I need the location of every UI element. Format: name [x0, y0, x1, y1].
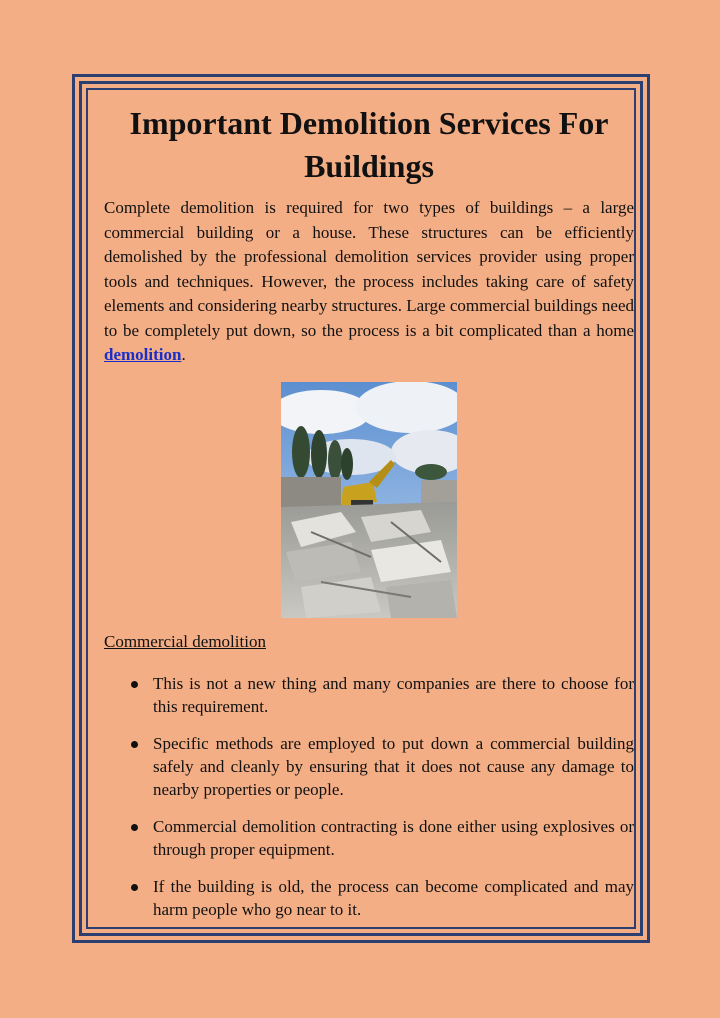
demolition-link[interactable]: demolition — [104, 345, 182, 364]
list-item — [104, 732, 634, 801]
demolition-photo — [281, 382, 457, 618]
list-item-text: This is not a new thing and many companies are there to choose for this requirement. — [153, 673, 634, 716]
bullet-icon — [131, 884, 138, 891]
intro-text: Complete demolition is required for two types of buildings – a large commercial building or a house. These structures can be efficiently demolished by the professional demolition services provider using proper tools and techniques. However, the process includes taking care of safety elements and considering nearby structures. Large commercial buildings need to be completely put down, so the process is a bit complicated than a home — [104, 198, 634, 340]
page-border — [72, 74, 650, 943]
list-item — [104, 672, 634, 718]
page-border-inner — [79, 81, 643, 936]
section-title: Commercial demolition — [104, 631, 266, 651]
bullet-list — [104, 672, 634, 921]
list-item-text: Commercial demolition contracting is done either using explosives or through proper equipment. — [153, 816, 634, 859]
page-border-innermost — [86, 88, 636, 929]
bullet-icon — [131, 681, 138, 688]
page-title: Important Demolition Services For Buildings — [129, 105, 609, 184]
bullet-icon — [131, 824, 138, 831]
document-content — [104, 102, 634, 935]
intro-paragraph — [104, 196, 634, 368]
list-item-text: Specific methods are employed to put down a commercial building safely and cleanly by ensuring that it does not cause any damage to nearby properties or people. — [153, 733, 634, 799]
bullet-icon — [131, 741, 138, 748]
list-item — [104, 815, 634, 861]
list-item — [104, 875, 634, 921]
list-item-text: If the building is old, the process can become complicated and may harm people who go near to it. — [153, 876, 634, 919]
intro-trailing: . — [181, 345, 186, 364]
